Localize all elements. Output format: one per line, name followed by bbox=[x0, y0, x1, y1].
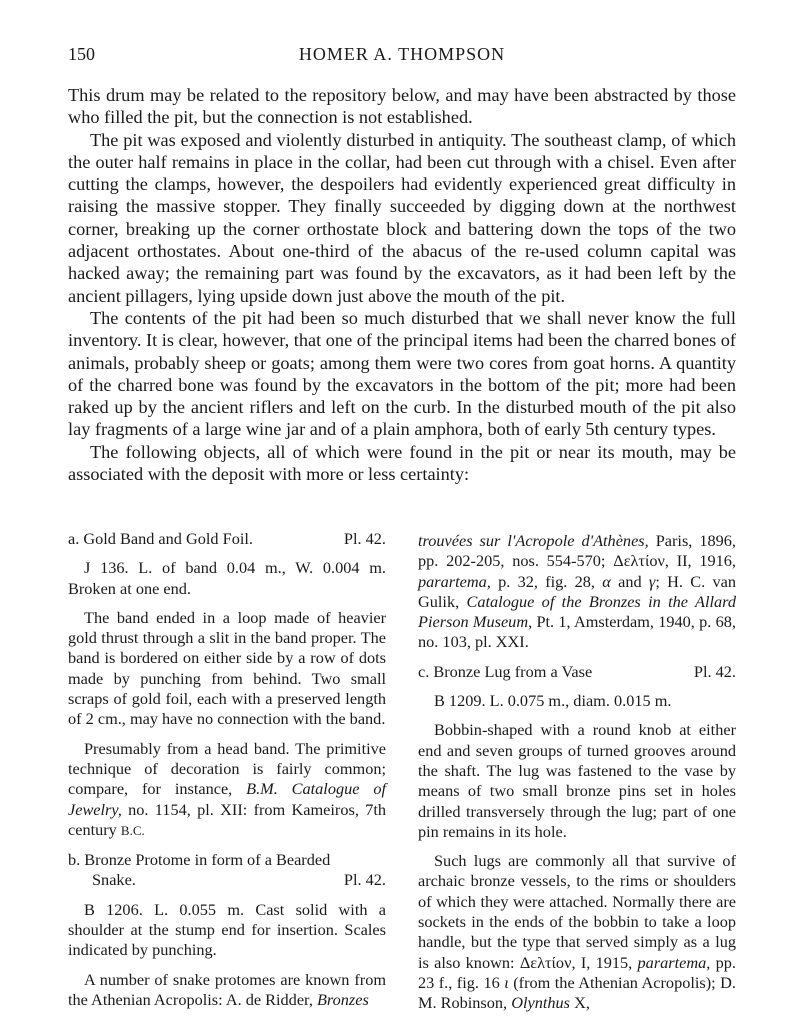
entry-b-title-line1: b. Bronze Protome in form of a Bearded bbox=[68, 850, 331, 870]
page-number: 150 bbox=[68, 44, 95, 64]
main-text bbox=[68, 84, 736, 485]
right-column bbox=[418, 531, 736, 1014]
entry-c-title: c. Bronze Lug from a Vase bbox=[418, 661, 593, 681]
entry-a-reference-title: B.M. Catalogue of Jewelry, bbox=[68, 779, 387, 819]
paragraph-4: The following objects, all of which were found in the pit or near its mouth, may be associated with the deposit with more or less certainty: bbox=[68, 441, 736, 485]
paragraph-1: This drum may be related to the repository below, and may have been abstracted by those who filled the pit, but the connection is not established. bbox=[68, 85, 736, 128]
entry-a-comment: Presumably from a head band. The primitive technique of decoration is fairly common; compare, for instance, B.M. Catalogue of Jewelry, no. 1154, pl. XII: from Kameiros, 7th century B.C. bbox=[68, 738, 387, 839]
entry-c-catalogue: B 1209. L. 0.075 m., diam. 0.015 m. bbox=[434, 691, 672, 711]
left-column bbox=[68, 529, 386, 1010]
entry-b-plate: Pl. 42. bbox=[343, 870, 386, 890]
page-header bbox=[68, 44, 736, 68]
entry-a-catalogue: J 136. L. of band 0.04 m., W. 0.004 m. Broken at one end. bbox=[68, 558, 386, 598]
entry-a-era: B.C. bbox=[120, 822, 145, 838]
entry-c-comment: Such lugs are commonly all that survive of archaic bronze vessels, to the rims or shoulders of which they were attached. Normally there are sockets in the ends of the bobbin to take a loop handle, but the type that served simply as a lug is also known: Δελτίον, I, 1915, parartema, pp. 23 f., fig. 16 ι (from the Athenian Acropolis); D. M. Robinson, Olynthus X, bbox=[418, 851, 736, 1013]
entry-b-comment: A number of snake protomes are known from the Athenian Acropolis: A. de Ridder, Bronzes bbox=[68, 969, 386, 1009]
entry-b-reference-title: Bronzes bbox=[316, 989, 369, 1009]
entry-a-description: The band ended in a loop made of heavier gold thrust through a slit in the band proper. The band is bordered on either side by a row of dots made by punching from behind. Two small scraps of gold foil, each with a preserved length of 2 cm., may have no connection with the band. bbox=[68, 607, 386, 729]
paragraph-3: The contents of the pit had been so much disturbed that we shall never know the full inventory. It is clear, however, that one of the principal items had been the charred bones of animals, probably sheep or goats; among them were two cores from goat horns. A quantity of the charred bone was found by the excavators in the bottom of the pit; more had been raked up by the ancient riflers and left on the curb. In the disturbed mouth of the pit also lay fragments of a large wine jar and of a plain amphora, both of early 5th century types. bbox=[68, 307, 736, 440]
entry-c-heading bbox=[418, 662, 736, 682]
entry-c-description: Bobbin-shaped with a round knob at either end and seven groups of turned grooves around the shaft. The lug was fastened to the vase by means of two small bronze pins set in holes drilled transversely through the lug; part of one pin remains in its hole. bbox=[418, 720, 736, 841]
entry-a-heading bbox=[68, 529, 386, 549]
entry-a-plate: Pl. 42. bbox=[343, 529, 386, 548]
entry-a-title: a. Gold Band and Gold Foil. bbox=[68, 529, 253, 548]
paragraph-2: The pit was exposed and violently disturbed in antiquity. The southeast clamp, of which the outer half remains in place in the collar, had been cut through with a chisel. Even after cutting the clamps, however, the despoilers had evidently experienced great difficulty in raising the massive stopper. They finally succeeded by digging down at the northwest corner, breaking up the corner orthostate block and battering down the tops of the two adjacent orthostates. About one-third of the abacus of the re-used column capital was hacked away; the remaining part was found by the excavators, as it had been left by the ancient pillagers, lying upside down just above the mouth of the pit. bbox=[68, 129, 736, 306]
running-head: HOMER A. THOMPSON bbox=[298, 44, 506, 64]
entry-b-heading bbox=[68, 850, 386, 891]
entry-c-plate: Pl. 42. bbox=[693, 661, 736, 681]
right-column-references: trouvées sur l'Acropole d'Athènes, Paris, 1896, pp. 202-205, nos. 554-570; Δελτίον, II, 1916, parartema, p. 32, fig. 28, α and γ; H. C. van Gulik, Catalogue of the Bronzes in the Allard Pierson Museum, Pt. 1, Amsterdam, 1940, p. 68, no. 103, pl. XXI. bbox=[418, 531, 737, 652]
entry-b-catalogue: B 1206. L. 0.055 m. Cast solid with a shoulder at the stump end for insertion. Scales indicated by punching. bbox=[68, 899, 386, 960]
entry-b-title-line2: Snake. bbox=[92, 870, 136, 890]
